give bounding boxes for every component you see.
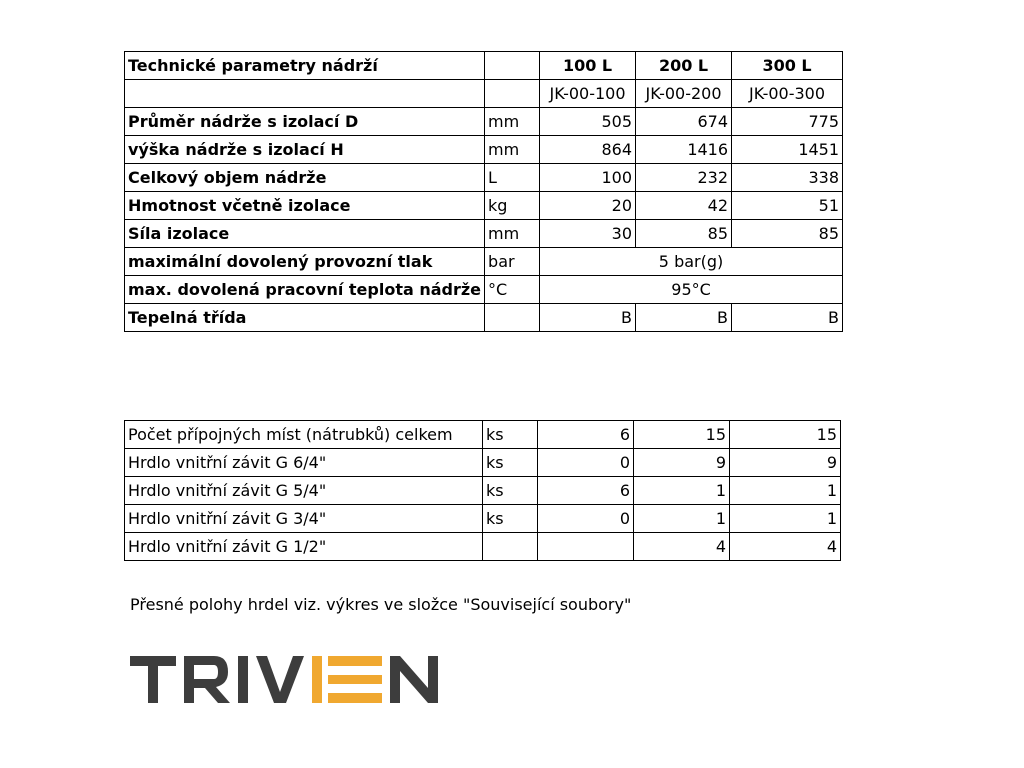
row-label: maximální dovolený provozní tlak [125,248,485,276]
row-value: 42 [636,192,732,220]
connections-table [124,420,841,561]
temperature-row [125,276,843,304]
row-value: B [732,304,843,332]
row-value: 4 [634,533,730,561]
row-unit [485,304,540,332]
table-row [125,108,843,136]
row-value: 6 [538,421,634,449]
table-row [125,449,841,477]
unit-header-cell [485,52,540,80]
row-value: 9 [730,449,841,477]
code-200: JK-00-200 [636,80,732,108]
code-300: JK-00-300 [732,80,843,108]
thermal-class-row [125,304,843,332]
note-text: Přesné polohy hrdel viz. výkres ve složce "Související soubory" [130,595,632,614]
row-value: 85 [636,220,732,248]
codes-row [125,80,843,108]
table-row [125,192,843,220]
row-value: B [540,304,636,332]
row-label: Hrdlo vnitřní závit G 6/4" [125,449,483,477]
triven-logo [128,650,458,715]
row-label: Hmotnost včetně izolace [125,192,485,220]
table-row [125,505,841,533]
table-title: Technické parametry nádrží [125,52,485,80]
row-value: 232 [636,164,732,192]
row-value: 6 [538,477,634,505]
row-value: 4 [730,533,841,561]
row-unit: ks [483,505,538,533]
row-value: 775 [732,108,843,136]
row-value: 1 [730,477,841,505]
temperature-value: 95°C [540,276,843,304]
row-value: 1451 [732,136,843,164]
codes-label-cell [125,80,485,108]
table-row [125,477,841,505]
row-value: 20 [540,192,636,220]
row-unit: ks [483,421,538,449]
row-label: Hrdlo vnitřní závit G 3/4" [125,505,483,533]
row-unit: bar [485,248,540,276]
row-value: 15 [634,421,730,449]
table-row [125,220,843,248]
header-row [125,52,843,80]
pressure-row [125,248,843,276]
table-row [125,136,843,164]
row-value: 674 [636,108,732,136]
row-label: Hrdlo vnitřní závit G 5/4" [125,477,483,505]
row-value: 1 [634,477,730,505]
col-header-100: 100 L [540,52,636,80]
row-value: 15 [730,421,841,449]
row-value: 0 [538,449,634,477]
row-value: 51 [732,192,843,220]
row-label: Počet přípojných míst (nátrubků) celkem [125,421,483,449]
tank-parameters-table [124,51,843,332]
row-value: 100 [540,164,636,192]
row-value: 0 [538,505,634,533]
row-unit: ks [483,449,538,477]
table-row [125,533,841,561]
row-unit [483,533,538,561]
row-label: Tepelná třída [125,304,485,332]
table-row [125,164,843,192]
col-header-300: 300 L [732,52,843,80]
row-unit: mm [485,108,540,136]
table-row [125,421,841,449]
row-unit: mm [485,136,540,164]
row-unit: °C [485,276,540,304]
col-header-200: 200 L [636,52,732,80]
codes-unit-cell [485,80,540,108]
row-value [538,533,634,561]
code-100: JK-00-100 [540,80,636,108]
pressure-value: 5 bar(g) [540,248,843,276]
row-label: Hrdlo vnitřní závit G 1/2" [125,533,483,561]
row-value: 1416 [636,136,732,164]
row-label: Síla izolace [125,220,485,248]
row-value: 85 [732,220,843,248]
row-unit: kg [485,192,540,220]
row-value: 338 [732,164,843,192]
row-unit: mm [485,220,540,248]
row-label: Průměr nádrže s izolací D [125,108,485,136]
row-value: 505 [540,108,636,136]
row-label: výška nádrže s izolací H [125,136,485,164]
row-value: 1 [730,505,841,533]
row-label: Celkový objem nádrže [125,164,485,192]
row-value: 9 [634,449,730,477]
row-value: B [636,304,732,332]
row-value: 864 [540,136,636,164]
row-unit: L [485,164,540,192]
row-value: 30 [540,220,636,248]
row-unit: ks [483,477,538,505]
row-label: max. dovolená pracovní teplota nádrže [125,276,485,304]
row-value: 1 [634,505,730,533]
